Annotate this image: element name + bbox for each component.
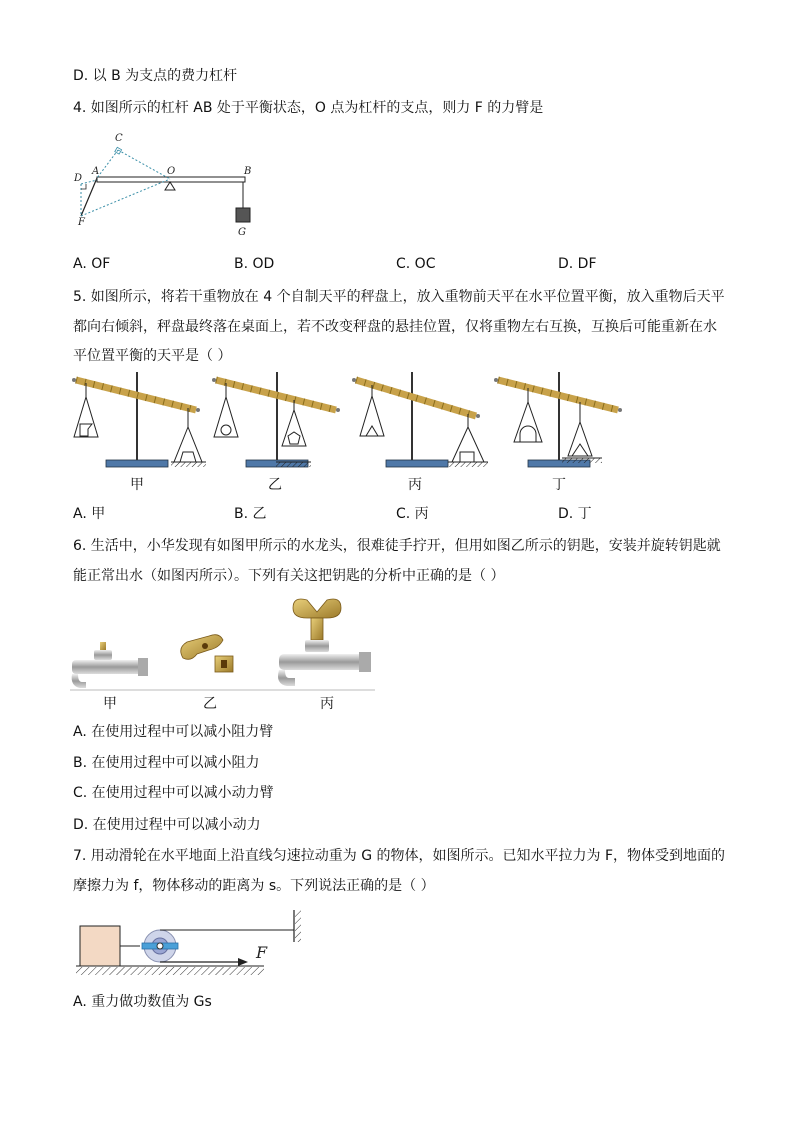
q4-stem: 4. 如图所示的杠杆 AB 处于平衡状态，O 点为杠杆的支点，则力 F 的力臂是 [73, 100, 544, 116]
q5-option-b[interactable]: B. 乙 [234, 506, 267, 522]
label-f: F [78, 217, 85, 228]
label-c: C [115, 133, 123, 144]
q6-stem-line-2: 能正常出水（如图丙所示）。下列有关这把钥匙的分析中正确的是（ ） [73, 568, 505, 584]
balance-2 [212, 372, 340, 467]
q4-option-b[interactable]: B. OD [234, 256, 275, 272]
q4-option-d[interactable]: D. DF [558, 256, 597, 272]
q5-stem-line-1: 5. 如图所示，将若干重物放在 4 个自制天平的秤盘上，放入重物前天平在水平位置平衡，放入重物后天平 [73, 289, 725, 305]
q5-caption-2: 乙 [268, 477, 282, 493]
label-d: D [74, 173, 83, 184]
pivot-triangle [165, 182, 175, 190]
balance-1 [72, 372, 206, 467]
key-b [181, 635, 233, 672]
q5-caption-1: 甲 [130, 477, 144, 493]
q6-faucet-figures [70, 598, 375, 692]
q6-option-a[interactable]: A. 在使用过程中可以减小阻力臂 [73, 724, 274, 740]
q7-option-a[interactable]: A. 重力做功数值为 Gs [73, 994, 212, 1010]
q7-pulley-figure [72, 906, 312, 982]
lever-bar [97, 177, 245, 182]
q5-stem-line-3: 平位置平衡的天平是（ ） [73, 348, 232, 364]
force-line [81, 178, 97, 216]
q7-stem-line-1: 7. 用动滑轮在水平地面上沿直线匀速拉动重为 G 的物体，如图所示。已知水平拉力为 F，物体受到地面的 [73, 848, 726, 864]
label-b: B [244, 166, 252, 177]
q5-option-c[interactable]: C. 丙 [396, 506, 429, 522]
q4-option-c[interactable]: C. OC [396, 256, 436, 272]
q6-option-c[interactable]: C. 在使用过程中可以减小动力臂 [73, 785, 274, 801]
faucet-c [278, 599, 371, 686]
q6-stem-line-1: 6. 生活中，小华发现有如图甲所示的水龙头，很难徒手拧开，但用如图乙所示的钥匙，安装并旋转钥匙就 [73, 538, 721, 554]
q5-caption-3: 丙 [408, 477, 422, 493]
q5-option-d[interactable]: D. 丁 [558, 506, 592, 522]
q5-caption-4: 丁 [552, 477, 566, 493]
faucet-a [72, 642, 148, 688]
q4-lever-figure [70, 128, 270, 240]
q5-balance-figures [66, 372, 632, 472]
q6-caption-2: 乙 [203, 696, 217, 712]
q6-caption-3: 丙 [320, 696, 334, 712]
q3-option-d[interactable]: D. 以 B 为支点的费力杠杆 [73, 68, 238, 84]
balance-3 [352, 372, 488, 467]
weight-block [236, 208, 250, 222]
q5-stem-line-2: 都向右倾斜，秤盘最终落在桌面上，若不改变秤盘的悬挂位置，仅将重物左右互换，互换后可能重新在水 [73, 319, 717, 335]
q6-caption-1: 甲 [103, 696, 117, 712]
label-o: O [167, 166, 176, 177]
label-g: G [238, 227, 246, 238]
q4-option-a[interactable]: A. OF [73, 256, 111, 272]
label-force-f: F [256, 943, 268, 962]
q6-option-b[interactable]: B. 在使用过程中可以减小阻力 [73, 755, 260, 771]
label-a: A [92, 166, 100, 177]
balance-4 [494, 372, 622, 467]
q5-option-a[interactable]: A. 甲 [73, 506, 106, 522]
block [80, 926, 120, 966]
q7-stem-line-2: 摩擦力为 f，物体移动的距离为 s。下列说法正确的是（ ） [73, 878, 435, 894]
q6-option-d[interactable]: D. 在使用过程中可以减小动力 [73, 817, 261, 833]
